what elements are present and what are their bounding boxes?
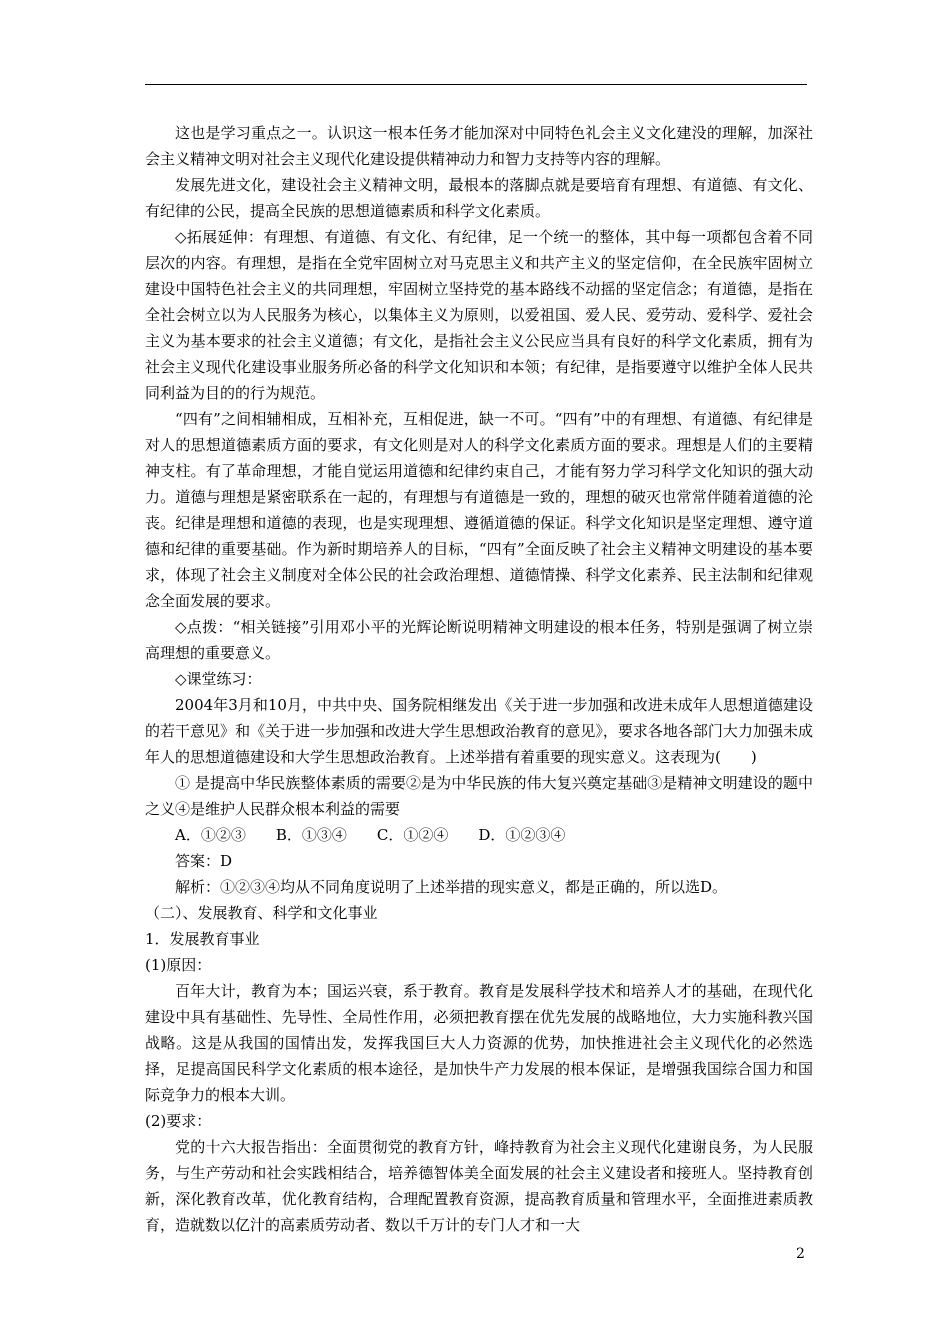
option-b: B．①③④: [275, 826, 347, 844]
exercise-options: [145, 822, 813, 848]
paragraph: 发展先进文化，建设社会主义精神文明，最根本的落脚点就是要培育有理想、有道德、有文化、有纪律的公民，提高全民族的思想道德素质和科学文化素质。: [145, 176, 813, 220]
subheading-reasons: (1)原因：: [145, 956, 212, 974]
subheading-requirements: (2)要求：: [145, 1112, 212, 1130]
option-c: C．①②④: [376, 826, 449, 844]
paragraph: “四有”之间相辅相成，互相补充，互相促进，缺一不可。“四有”中的有理想、有道德、有纪律是对人的思想道德素质方面的要求，有文化则是对人的科学文化素质方面的要求。理想是人们的主要精神支柱。有了革命理想，才能自觉运用道德和纪律约束自己，才能有努力学习科学文化知识的强大动力。道德与理想是紧密联系在一起的，有理想与有道德是一致的，理想的破灭也常常伴随着道德的沦丧。纪律是理想和道德的表现，也是实现理想、遵循道德的保证。科学文化知识是坚定理想、遵守道德和纪律的重要基础。作为新时期培养人的目标，“四有”全面反映了社会主义精神文明建设的基本要求，体现了社会主义制度对全体公民的社会政治理想、道德情操、科学文化素养、民主法制和纪律观念全面发展的要求。: [145, 410, 813, 610]
page-number: 2: [796, 1246, 805, 1262]
paragraph-extension: ◇拓展延伸：有理想、有道德、有文化、有纪律，足一个统一的整体，其中每一项都包含着不同层次的内容。有理想，是指在全党牢固树立对马克思主义和共产主义的坚定信仰，在全民族牢固树立建设中国特色社会主义的共同理想，牢固树立坚持党的基本路线不动摇的坚定信念；有道德，是指在全社会树立以为人民服务为核心，以集体主义为原则，以爱祖国、爱人民、爱劳动、爱科学、爱社会主义为基本要求的社会主义道德；有文化，是指社会主义公民应当具有良好的科学文化素质，拥有为社会主义现代化建设事业服务所必备的科学文化知识和本领；有纪律，是指要遵守以维护全体人民共同利益为目的的行为规范。: [145, 228, 813, 402]
exercise-question: 2004年3月和10月，中共中央、国务院相继发出《关于进一步加强和改进未成年人思想道德建设的若干意见》和《关于进一步加强和改进大学生思想政治教育的意见》，要求各地各部门大力加强未成年人的思想道德建设和大学生思想政治教育。上述举措有着重要的现实意义。这表现为( ): [145, 696, 813, 766]
header-rule: [145, 84, 807, 85]
exercise-analysis: 解析：①②③④均从不同角度说明了上述举措的现实意义，都是正确的，所以选D。: [175, 878, 728, 896]
exercise-statements: ① 是提高中华民族整体素质的需要②是为中华民族的伟大复兴奠定基础③是精神文明建设的题中之义④是维护人民群众根本利益的需要: [145, 774, 813, 818]
option-a: A．①②③: [175, 826, 246, 844]
paragraph: 党的十六大报告指出：全面贯彻党的教育方针，峰持教育为社会主义现代化建谢良务，为人民服务，与生产劳动和社会实践相结合，培养德智体美全面发展的社会主义建设者和接班人。坚持教育创新，深化教育改革，优化教育结构，合理配置教育资源，提高教育质量和管理水平，全面推进素质教育，造就数以亿汁的高素质劳动者、数以千万计的专门人才和一大: [145, 1138, 813, 1234]
subsection-heading: 1．发展教育事业: [145, 930, 260, 948]
paragraph: 百年大计，教育为本；国运兴衰，系于教育。教育是发展科学技术和培养人才的基础，在现代化建设中具有基础性、先导性、全局性作用，必须把教育摆在优先发展的战略地位，大力实施科教兴国战略。这是从我国的国情出发，发挥我国巨大人力资源的优势，加快推进社会主义现代化的必然选择，足提高国民科学文化素质的根本途径，是加快牛产力发展的根本保证，是增强我国综合国力和国际竞争力的根本大训。: [145, 982, 813, 1104]
section-heading: （二）、发展教育、科学和文化事业: [145, 904, 378, 922]
exercise-answer: 答案：D: [175, 852, 233, 870]
option-d: D．①②③④: [478, 826, 566, 844]
paragraph-hint: ◇点拨：“相关链接”引用邓小平的光辉论断说明精神文明建设的根本任务，特别是强调了树立崇高理想的重要意义。: [145, 618, 813, 662]
paragraph: 这也是学习重点之一。认识这一根本任务才能加深对中同特色礼会主义文化建没的理解，加深社会主义精神文明对社会主义现代化建设提供精神动力和智力支持等内容的理解。: [145, 124, 813, 168]
document-body: [145, 120, 813, 1238]
exercise-heading: ◇课堂练习：: [175, 670, 262, 688]
